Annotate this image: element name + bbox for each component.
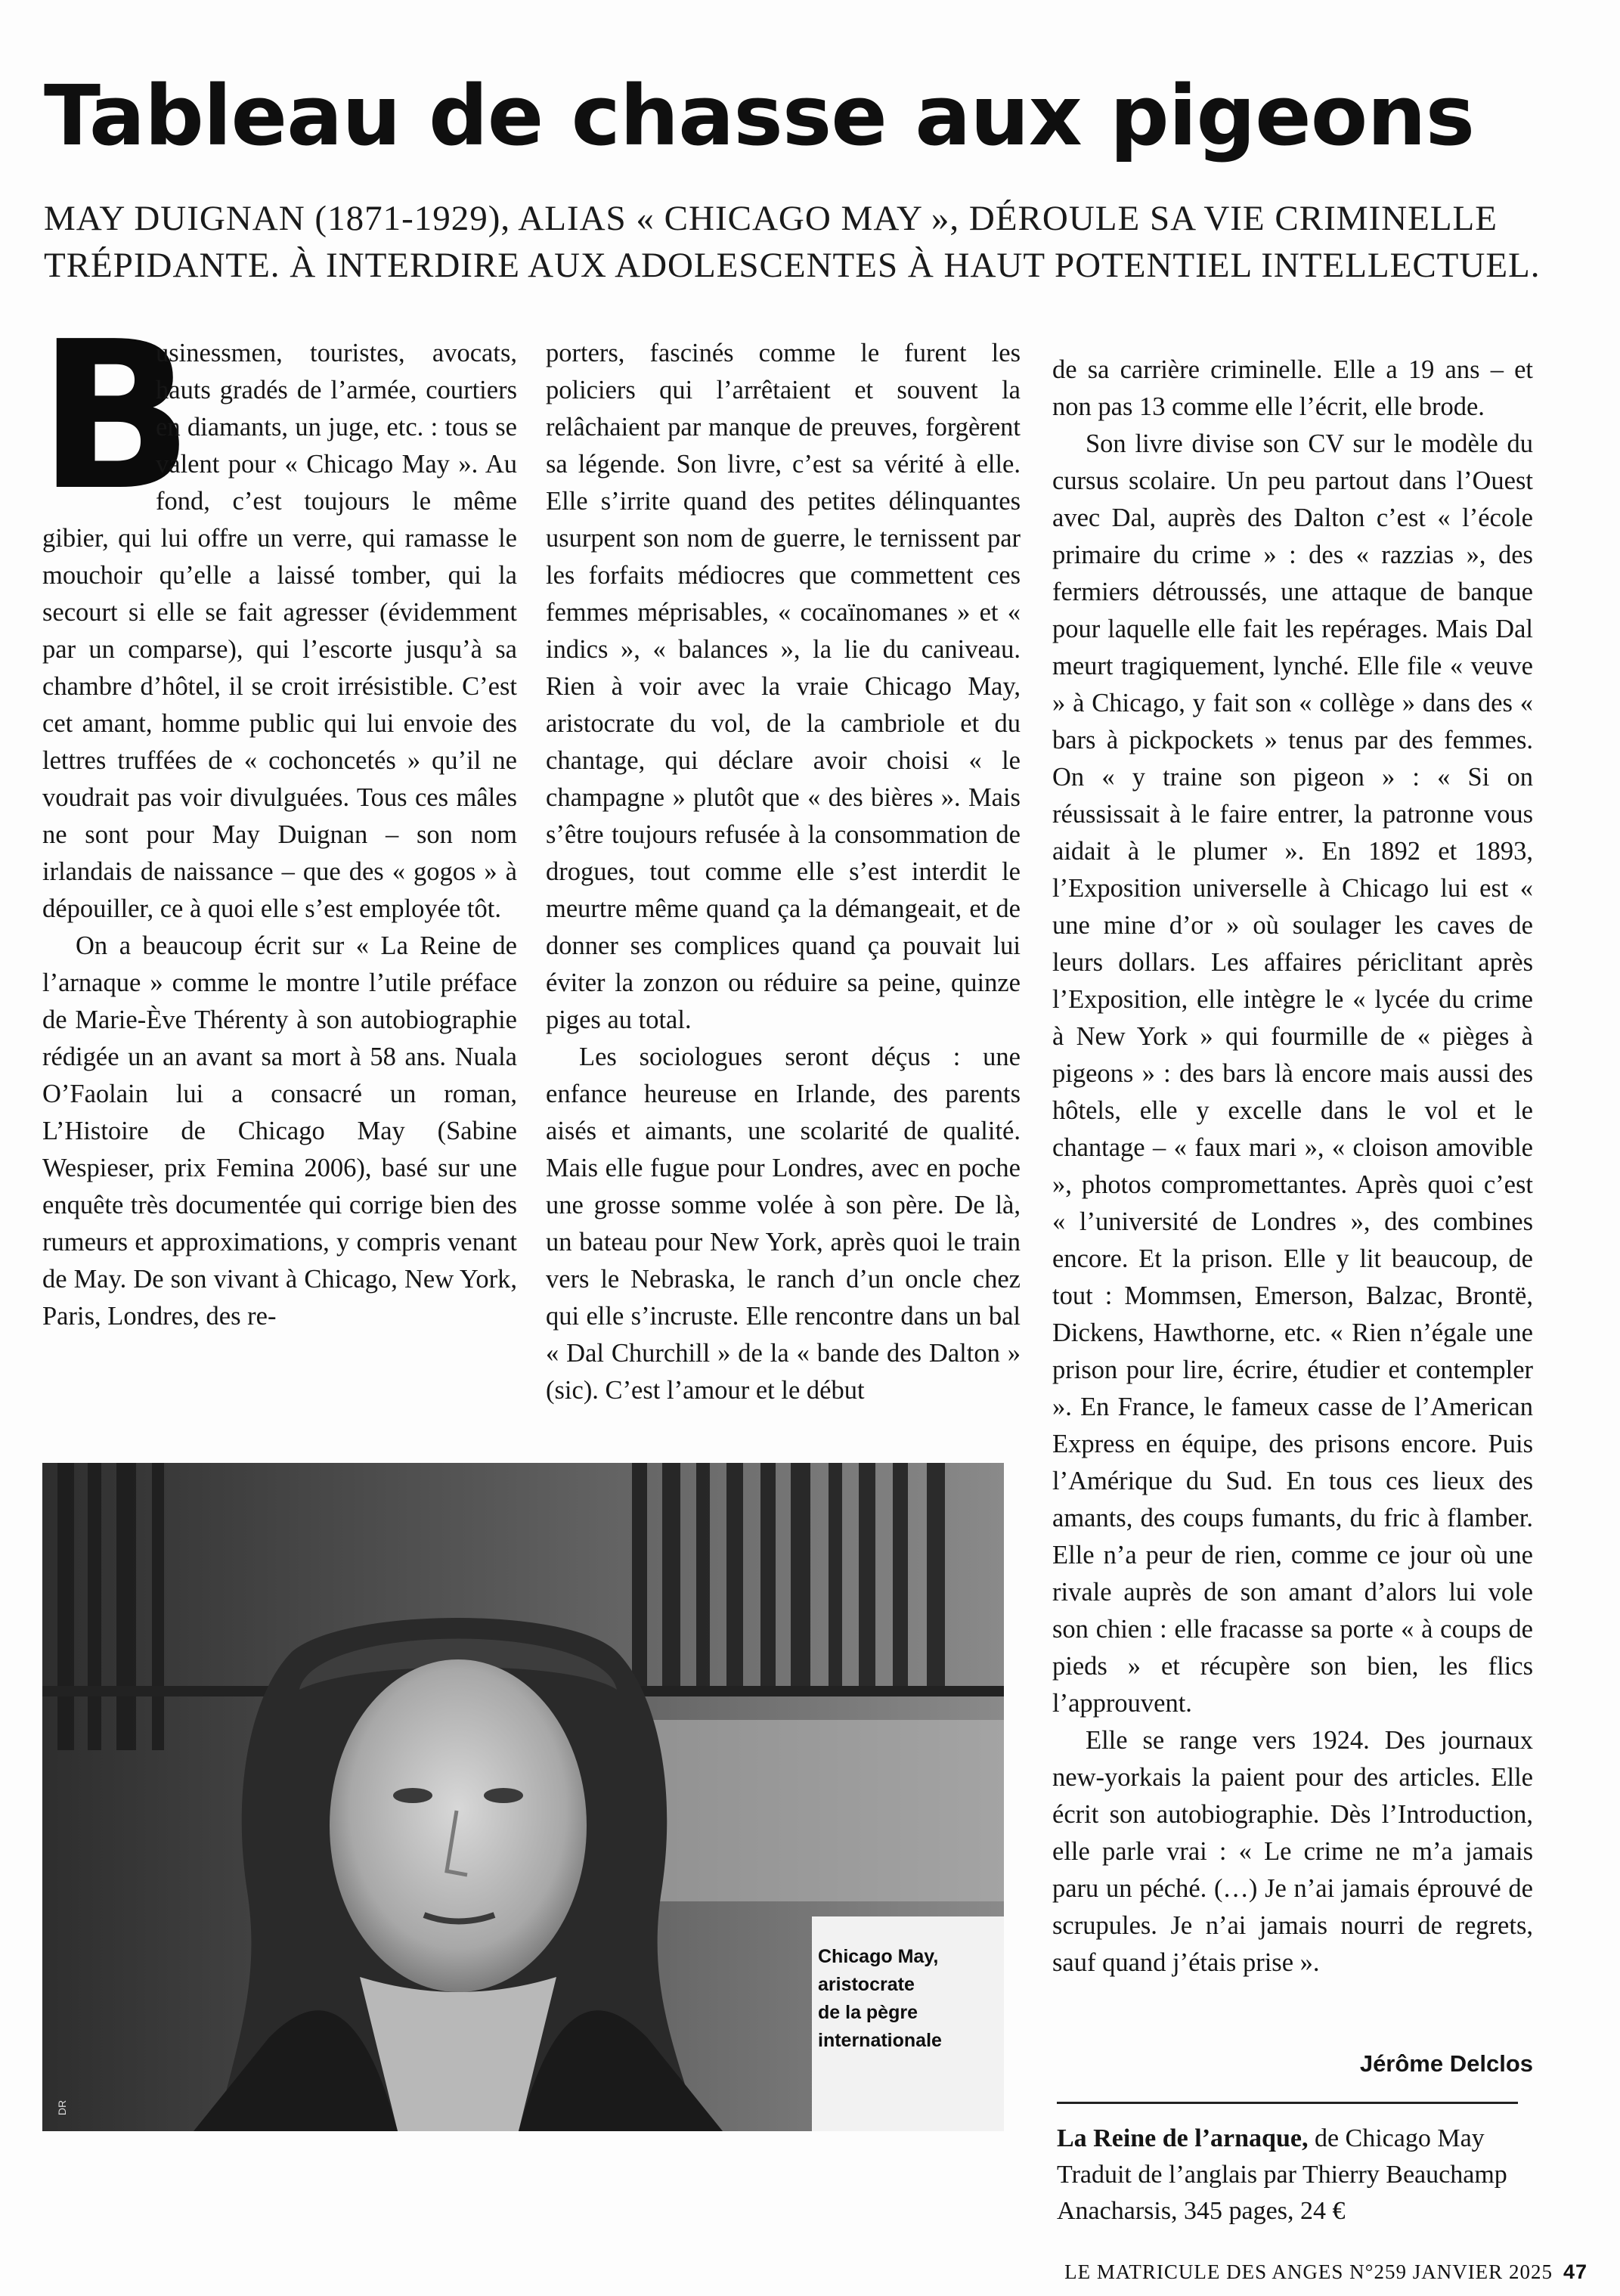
photo-credit: DR [56,2099,69,2116]
book-title: La Reine de l’arnaque, [1057,2124,1309,2152]
author-signature: Jérôme Delclos [1359,2050,1533,2077]
page-footer [945,2260,1587,2284]
photo-caption [818,1943,999,2055]
article-title: Tableau de chasse aux pigeons [44,67,1475,164]
book-title-line [1057,2121,1556,2157]
caption-line: aristocrate [818,1974,915,1995]
article-lead: MAY DUIGNAN (1871-1929), ALIAS « CHICAGO MAY », DÉROULE SA VIE CRIMINELLE TRÉPIDANTE. À INTERDIRE AUX ADOLESCENTES À HAUT POTENTIEL INTELLECTUEL. [44,199,1541,285]
paragraph: Elle se range vers 1924. Des journaux new-yorkais la paient pour des articles. Elle écrit son autobiographie. Dès l’Introduction, elle parle vrai : « Le crime ne m’a jamais paru un péché. (…) Je n’ai jamais éprouvé de scrupules. Je n’ai jamais nourri de regrets, sauf quand j’étais prise ». [1052,1726,1533,1977]
column-1 [38,297,517,1335]
book-translation: Traduit de l’anglais par Thierry Beauchamp [1057,2161,1507,2189]
caption-line: Chicago May, [818,1946,939,1967]
caption-line: de la pègre [818,2002,918,2023]
page-number: 47 [1563,2260,1587,2283]
column-3 [1052,352,1533,1982]
column-2 [546,335,1021,1409]
drop-cap: B [38,297,194,535]
paragraph: porters, fascinés comme le furent les policiers qui l’arrêtaient et souvent la relâchaient par manque de preuves, forgèrent sa légende. Son livre, c’est sa vérité à elle. Elle s’irrite quand des petites délinquantes usurpent son nom de guerre, le ternissent par les forfaits médiocres que commettent ces femmes méprisables, « cocaïnomanes » et « indics », « balances », la lie du caniveau. Rien à voir avec la vraie Chicago May, aristocrate du vol, de la cambriole et du chantage, qui déclare avoir choisi « le champagne » plutôt que « des bières ». Mais s’être toujours refusée à la consommation de drogues, tout comme elle s’est interdit le meurtre même quand ça la démangeait, et de donner ses complices quand ça pouvait lui éviter la zonzon ou réduire sa peine, quinze piges au total. [546,339,1021,1034]
paragraph: de sa carrière criminelle. Elle a 19 ans – et non pas 13 comme elle l’écrit, elle brode. [1052,355,1533,421]
paragraph: Les sociologues seront déçus : une enfance heureuse en Irlande, des parents aisés et aimants, une scolarité de qualité. Mais elle fugue pour Londres, avec en poche une grosse somme volée à son père. De là, un bateau pour New York, après quoi le train vers le Nebraska, le ranch d’un oncle chez qui elle s’incruste. Elle rencontre dans un bal « Dal Churchill » de la « bande des Dalton » (sic). C’est l’amour et le début [546,1043,1021,1405]
paragraph: usinessmen, touristes, avocats, hauts gradés de l’armée, courtiers en diamants, un juge, etc. : tous se valent pour « Chicago May ». Au fond, c’est toujours le même gibier, qui lui offre un verre, qui ramasse le mouchoir qu’elle a laissé tomber, qui la secourt si elle se fait agresser (évidemment par un comparse), qui l’escorte jusqu’à sa chambre d’hôtel, il se croit irrésistible. C’est cet amant, homme public qui lui envoie des lettres truffées de « cochoncetés » qu’il ne voudrait pas voir divulguées. Tous ces mâles ne sont pour May Duignan – son nom irlandais de naissance – que des « gogos » à dépouiller, ce à quoi elle s’est employée tôt. [42,339,517,923]
book-publisher: Anacharsis, 345 pages, 24 € [1057,2197,1346,2225]
book-author: de Chicago May [1308,2124,1485,2152]
divider [1057,2102,1518,2104]
paragraph: On a beaucoup écrit sur « La Reine de l’arnaque » comme le montre l’utile préface de Marie-Ève Thérenty à son autobiographie rédigée un an avant sa mort à 58 ans. Nuala O’Faolain lui a consacré un roman, L’Histoire de Chicago May (Sabine Wespieser, prix Femina 2006), basé sur une enquête très documentée qui corrige bien des rumeurs et approximations, y compris venant de May. De son vivant à Chicago, New York, Paris, Londres, des re- [42,931,517,1331]
caption-line: internationale [818,2030,942,2051]
magazine-issue: LE MATRICULE DES ANGES N°259 JANVIER 2025 [1064,2260,1553,2283]
paragraph: Son livre divise son CV sur le modèle du cursus scolaire. Un peu partout dans l’Ouest avec Dal, auprès des Dalton c’est « l’école primaire du crime » : des « razzias », des fermiers détroussés, une attaque de banque pour laquelle elle fait les repérages. Mais Dal meurt tragiquement, lynché. Elle file « veuve » à Chicago, y fait son « collège » dans des « bars à pickpockets » tenus par des femmes. On « y traine son pigeon » : « Si on réussissait à le faire entrer, la patronne vous aidait à le plumer ». En 1892 et 1893, l’Exposition universelle à Chicago lui est « une mine d’or » où soulager les caves de leurs dollars. Les affaires périclitant après l’Exposition, elle intègre le « lycée du crime à New York » qui fourmille de « pièges à pigeons » : des bars là encore mais aussi des hôtels, elle y excelle dans le vol et le chantage – « faux mari », « cloison amovible », photos compromettantes. Après quoi c’est « l’université de Londres », des combines encore. Et la prison. Elle y lit beaucoup, de tout : Mommsen, Emerson, Balzac, Brontë, Dickens, Hawthorne, etc. « Rien n’égale une prison pour lire, écrire, étudier et contempler ». En France, le fameux casse de l’American Express en équipe, des prisons encore. Puis l’Amérique du Sud. En tous ces lieux des amants, des coups fumants, du fric à flamber. Elle n’a peur de rien, comme ce jour où une rivale auprès de son amant d’alors lui vole son chien : elle fracasse sa porte « à coups de pieds » et récupère son bien, les flics l’approuvent. [1052,429,1533,1718]
book-reference [1057,2121,1556,2229]
